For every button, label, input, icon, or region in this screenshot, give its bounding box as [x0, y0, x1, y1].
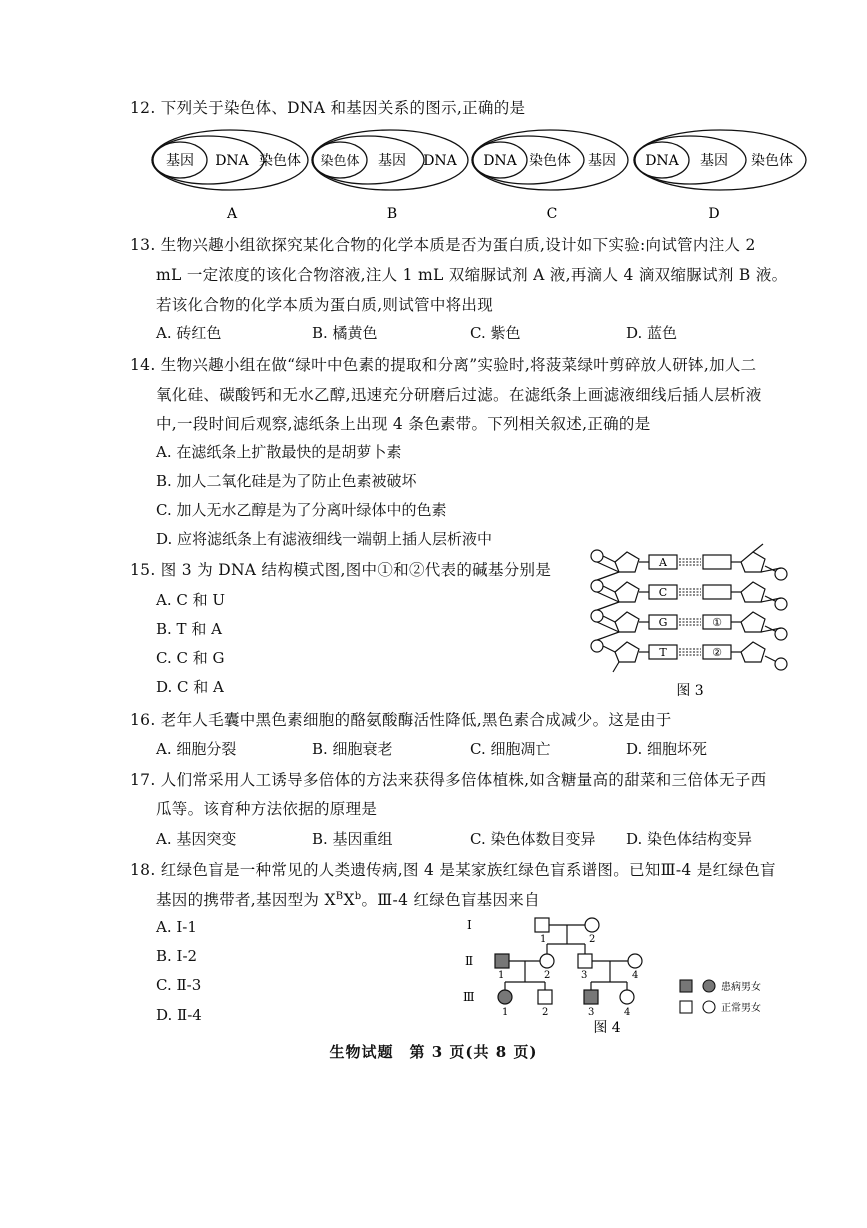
q12-c-letter: C [546, 206, 558, 222]
q17-line-1: 17. 人们常采用人工诱导多倍体的方法来获得多倍体植株,如含糖量高的甜菜和三倍体无子西 [130, 771, 767, 789]
phosphate-circle [591, 550, 603, 562]
legend-normal-male-icon [680, 1001, 692, 1013]
deoxyribose-pentagon [615, 582, 639, 602]
pedigree-ii-4-female [628, 954, 642, 968]
pedigree-iii-2-male [538, 990, 552, 1004]
q15-option-a: A. C 和 U [156, 591, 226, 609]
deoxyribose-pentagon [741, 642, 765, 662]
q15-option-c: C. C 和 G [156, 649, 225, 667]
svg-text:2: 2 [544, 970, 551, 981]
base-box-right [703, 555, 731, 569]
gen-label-3: Ⅲ [463, 990, 475, 1004]
deoxyribose-pentagon [615, 552, 639, 572]
pedigree-ii-3-male [578, 954, 592, 968]
pedigree-ii-1-affected-male [495, 954, 509, 968]
dna-base-pair-row [591, 640, 787, 672]
base-letter-right: ② [712, 646, 722, 659]
q12-diagram-b [312, 130, 468, 222]
q12-d-outer: 染色体 [751, 153, 793, 169]
legend-affected-label: 患病男女 [721, 982, 761, 993]
q12-c-inner: DNA [483, 153, 517, 169]
q18-option-c: C. Ⅱ-3 [156, 976, 202, 994]
svg-text:1: 1 [502, 1007, 509, 1018]
q18-option-b: B. Ⅰ-2 [156, 947, 198, 965]
q12-diagram-d [634, 130, 806, 222]
svg-text:1: 1 [498, 970, 505, 981]
q14-line-3: 中,一段时间后观察,滤纸条上出现 4 条色素带。下列相关叙述,正确的是 [156, 415, 651, 433]
q13-option-c: C. 紫色 [470, 324, 521, 342]
base-letter-left: G [658, 616, 668, 629]
q17-option-b: B. 基因重组 [312, 830, 393, 848]
q14-line-2: 氧化硅、碳酸钙和无水乙醇,迅速充分研磨后过滤。在滤纸条上画滤液细线后插人层析液 [156, 386, 762, 404]
pedigree-figure [455, 908, 795, 1038]
base-letter-left: T [659, 646, 667, 659]
phosphate-circle [775, 658, 787, 670]
phosphate-circle [591, 580, 603, 592]
q12-c-middle: 染色体 [529, 153, 571, 169]
q12-a-letter: A [226, 206, 238, 222]
q12-b-letter: B [386, 206, 398, 222]
pedigree-ii-2-female [540, 954, 554, 968]
q15-option-d: D. C 和 A [156, 678, 224, 696]
svg-text:4: 4 [632, 970, 639, 981]
q12-diagram-c [472, 130, 628, 222]
q12-b-middle: 基因 [378, 153, 406, 169]
q12-c-outer: 基因 [588, 153, 616, 169]
q12-diagrams [150, 128, 830, 228]
q12-diagram-a [152, 130, 308, 222]
deoxyribose-pentagon [741, 612, 765, 632]
svg-text:1: 1 [540, 934, 547, 945]
pedigree-i-1-male [535, 918, 549, 932]
q12-d-letter: D [708, 206, 720, 222]
q18-option-d: D. Ⅱ-4 [156, 1006, 202, 1024]
q12-stem: 12. 下列关于染色体、DNA 和基因关系的图示,正确的是 [130, 99, 526, 117]
svg-text:3: 3 [588, 1007, 595, 1018]
dna-base-pair-row [591, 580, 787, 610]
q13-option-a: A. 砖红色 [156, 324, 222, 342]
q16-option-b: B. 细胞衰老 [312, 740, 393, 758]
q18-sup-small-b: b [354, 890, 362, 902]
base-letter-left: C [658, 586, 668, 599]
q13-line-2: mL 一定浓度的该化合物溶液,注人 1 mL 双缩脲试剂 A 液,再滴人 4 滴双缩脲试剂 B 液。 [156, 266, 788, 284]
legend-normal-female-icon [703, 1001, 715, 1013]
pedigree-iii-1-affected-female [498, 990, 512, 1004]
q16-stem: 16. 老年人毛囊中黑色素细胞的酪氨酸酶活性降低,黑色素合成减少。这是由于 [130, 711, 672, 729]
q17-line-2: 瓜等。该育种方法依据的原理是 [156, 800, 378, 818]
q13-option-b: B. 橘黄色 [312, 324, 378, 342]
svg-text:3: 3 [581, 970, 588, 981]
q17-option-d: D. 染色体结构变异 [626, 830, 753, 848]
q12-a-inner: 基因 [166, 153, 194, 169]
q14-option-a: A. 在滤纸条上扩散最快的是胡萝卜素 [156, 443, 402, 461]
q16-option-d: D. 细胞坏死 [626, 740, 708, 758]
q16-option-a: A. 细胞分裂 [156, 740, 237, 758]
q12-d-middle: 基因 [700, 153, 728, 169]
dna-base-pair-row [591, 610, 787, 640]
q18-sup-big-b: B [335, 890, 344, 902]
base-letter-left: A [659, 556, 667, 569]
q12-d-inner: DNA [645, 153, 679, 169]
deoxyribose-pentagon [615, 612, 639, 632]
base-box-right [703, 585, 731, 599]
q16-option-c: C. 细胞凋亡 [470, 740, 551, 758]
legend-affected-male-icon [680, 980, 692, 992]
pedigree-i-2-female [585, 918, 599, 932]
q18-option-a: A. Ⅰ-1 [156, 918, 197, 936]
legend-affected-female-icon [703, 980, 715, 992]
svg-text:2: 2 [589, 934, 596, 945]
gen-label-2: Ⅱ [465, 954, 474, 968]
phosphate-circle [591, 610, 603, 622]
deoxyribose-pentagon [741, 552, 765, 572]
phosphate-circle [591, 640, 603, 652]
dna-structure-figure [585, 540, 795, 705]
base-letter-right: ① [712, 616, 722, 629]
phosphate-circle [775, 568, 787, 580]
phosphate-circle [775, 628, 787, 640]
q15-option-b: B. T 和 A [156, 620, 222, 638]
svg-text:2: 2 [542, 1007, 549, 1018]
q14-option-c: C. 加人无水乙醇是为了分离叶绿体中的色素 [156, 501, 447, 519]
figure4-caption: 图 4 [593, 1020, 621, 1036]
gen-label-1: Ⅰ [467, 918, 472, 932]
phosphate-circle [775, 598, 787, 610]
q14-option-d: D. 应将滤纸条上有滤液细线一端朝上插人层析液中 [156, 530, 493, 548]
q15-stem: 15. 图 3 为 DNA 结构模式图,图中①和②代表的碱基分别是 [130, 561, 552, 579]
pedigree-iii-3-affected-male [584, 990, 598, 1004]
deoxyribose-pentagon [741, 582, 765, 602]
q14-line-1: 14. 生物兴趣小组在做“绿叶中色素的提取和分离”实验时,将菠菜绿叶剪碎放人研钵,加人二 [130, 356, 757, 374]
q13-line-1: 13. 生物兴趣小组欲探究某化合物的化学本质是否为蛋白质,设计如下实验:向试管内注人 2 [130, 236, 756, 254]
q17-option-c: C. 染色体数目变异 [470, 830, 596, 848]
deoxyribose-pentagon [615, 642, 639, 662]
q18-line-1: 18. 红绿色盲是一种常见的人类遗传病,图 4 是某家族红绿色盲系谱图。已知Ⅲ-4 是红绿色盲 [130, 861, 776, 879]
q12-b-outer: DNA [423, 153, 457, 169]
pedigree-iii-4-female [620, 990, 634, 1004]
q13-option-d: D. 蓝色 [626, 324, 678, 342]
q17-option-a: A. 基因突变 [156, 830, 237, 848]
q12-a-middle: DNA [215, 153, 249, 169]
dna-base-pair-row [591, 544, 787, 580]
q13-line-3: 若该化合物的化学本质为蛋白质,则试管中将出现 [156, 296, 494, 314]
figure3-caption: 图 3 [676, 683, 704, 699]
q18-line-2: 基因的携带者,基因型为 $X^BX^b$。Ⅲ-4 红绿色盲基因来自 [156, 890, 540, 909]
svg-text:4: 4 [624, 1007, 631, 1018]
page-footer: 生物试题 第 3 页(共 8 页) [329, 1043, 538, 1061]
q12-a-outer: 染色体 [259, 153, 301, 169]
q12-b-inner: 染色体 [320, 154, 360, 169]
q14-option-b: B. 加人二氧化硅是为了防止色素被破坏 [156, 472, 417, 490]
legend-normal-label: 正常男女 [721, 1003, 761, 1014]
